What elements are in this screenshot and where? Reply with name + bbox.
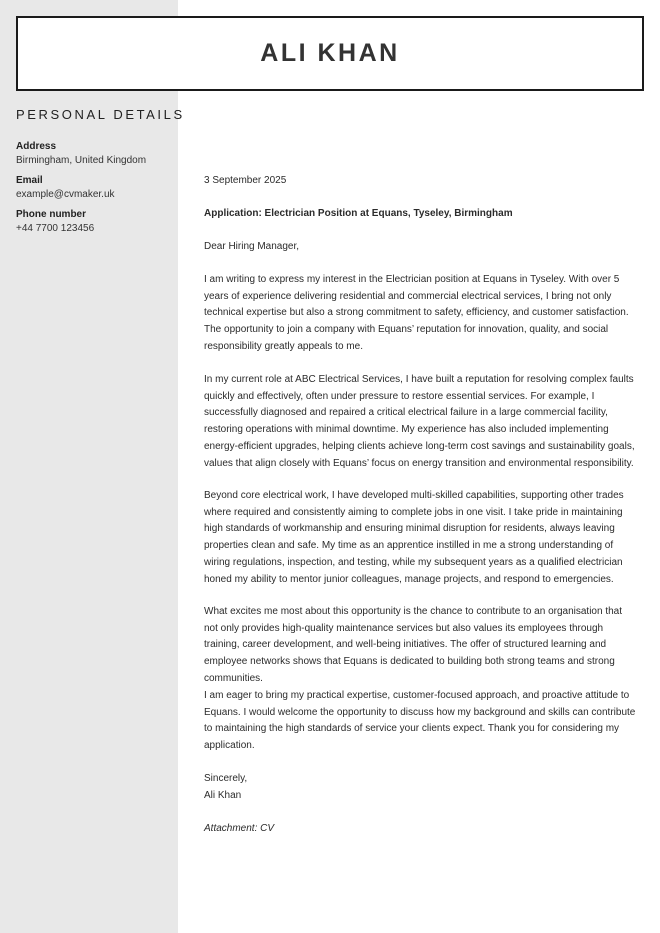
phone-label: Phone number (16, 209, 87, 220)
phone-detail (16, 208, 94, 236)
letter-paragraph-4 (204, 604, 636, 688)
personal-details-heading: PERSONAL DETAILS (16, 107, 185, 122)
name-header (16, 16, 644, 91)
paragraph-5-text: I am eager to bring my practical expertise, customer-focused approach, and proactive attitude to Equans. I would welcome the opportunity to discuss how my background and skills can contribute to maintaining the high standards of service your clients expect. Thank you for considering my application. (204, 690, 636, 752)
letter-attachment: Attachment: CV (204, 823, 275, 834)
applicant-name: ALI KHAN (260, 39, 400, 67)
letter-closing: Sincerely, (204, 773, 248, 784)
letter-paragraph-2 (204, 372, 636, 472)
address-value: Birmingham, United Kingdom (16, 155, 147, 166)
address-label: Address (16, 141, 57, 152)
paragraph-1-text: I am writing to express my interest in the Electrician position at Equans in Tyseley. With over 5 years of experience delivering residential and commercial electrical services, I bring not only technical expertise but also a strong commitment to safety, efficiency, and customer satisfaction. The opportunity to join a company with Equans’ reputation for innovation, quality, and social responsibility greatly appeals to me. (204, 274, 629, 352)
email-value: example@cvmaker.uk (16, 189, 115, 200)
letter-signature: Ali Khan (204, 790, 242, 801)
email-label: Email (16, 175, 43, 186)
letter-paragraph-3 (204, 488, 636, 588)
email-detail (16, 174, 115, 202)
paragraph-4-text: What excites me most about this opportunity is the chance to contribute to an organisation that not only provides high-quality maintenance services but also values its employees through training, career development, and well-being initiatives. The offer of structured learning and employee networks shows that Equans is dedicated to building both strong teams and strong communities. (204, 606, 623, 684)
letter-salutation: Dear Hiring Manager, (204, 241, 300, 252)
letter-date: 3 September 2025 (204, 175, 287, 186)
phone-value: +44 7700 123456 (16, 223, 95, 234)
letter-subject: Application: Electrician Position at Equans, Tyseley, Birmingham (204, 208, 513, 219)
address-detail (16, 140, 146, 168)
letter-paragraph-1 (204, 272, 636, 356)
paragraph-3-text: Beyond core electrical work, I have developed multi-skilled capabilities, supporting other trades where required and consistently aiming to complete jobs in one visit. I take pride in maintaining high standards of workmanship and ensuring minimal disruption for residents, always leaving properties clean and safe. My time as an apprentice instilled in me a strong understanding of wiring regulations, inspection, and testing, while my subsequent years as a qualified electrician honed my ability to mentor junior colleagues, manage projects, and respond to emergencies. (204, 490, 624, 585)
paragraph-2-text: In my current role at ABC Electrical Services, I have built a reputation for resolving complex faults quickly and effectively, often under pressure to restore essential services. For example, I successfully diagnosed and repaired a critical electrical failure in a large commercial facility, restoring operations with minimal downtime. My experience has also included implementing energy-efficient upgrades, helping clients achieve long-term cost savings and sustainability goals, values that align closely with Equans’ focus on energy transition and environmental responsibility. (204, 374, 635, 469)
letter-paragraph-5 (204, 688, 636, 755)
